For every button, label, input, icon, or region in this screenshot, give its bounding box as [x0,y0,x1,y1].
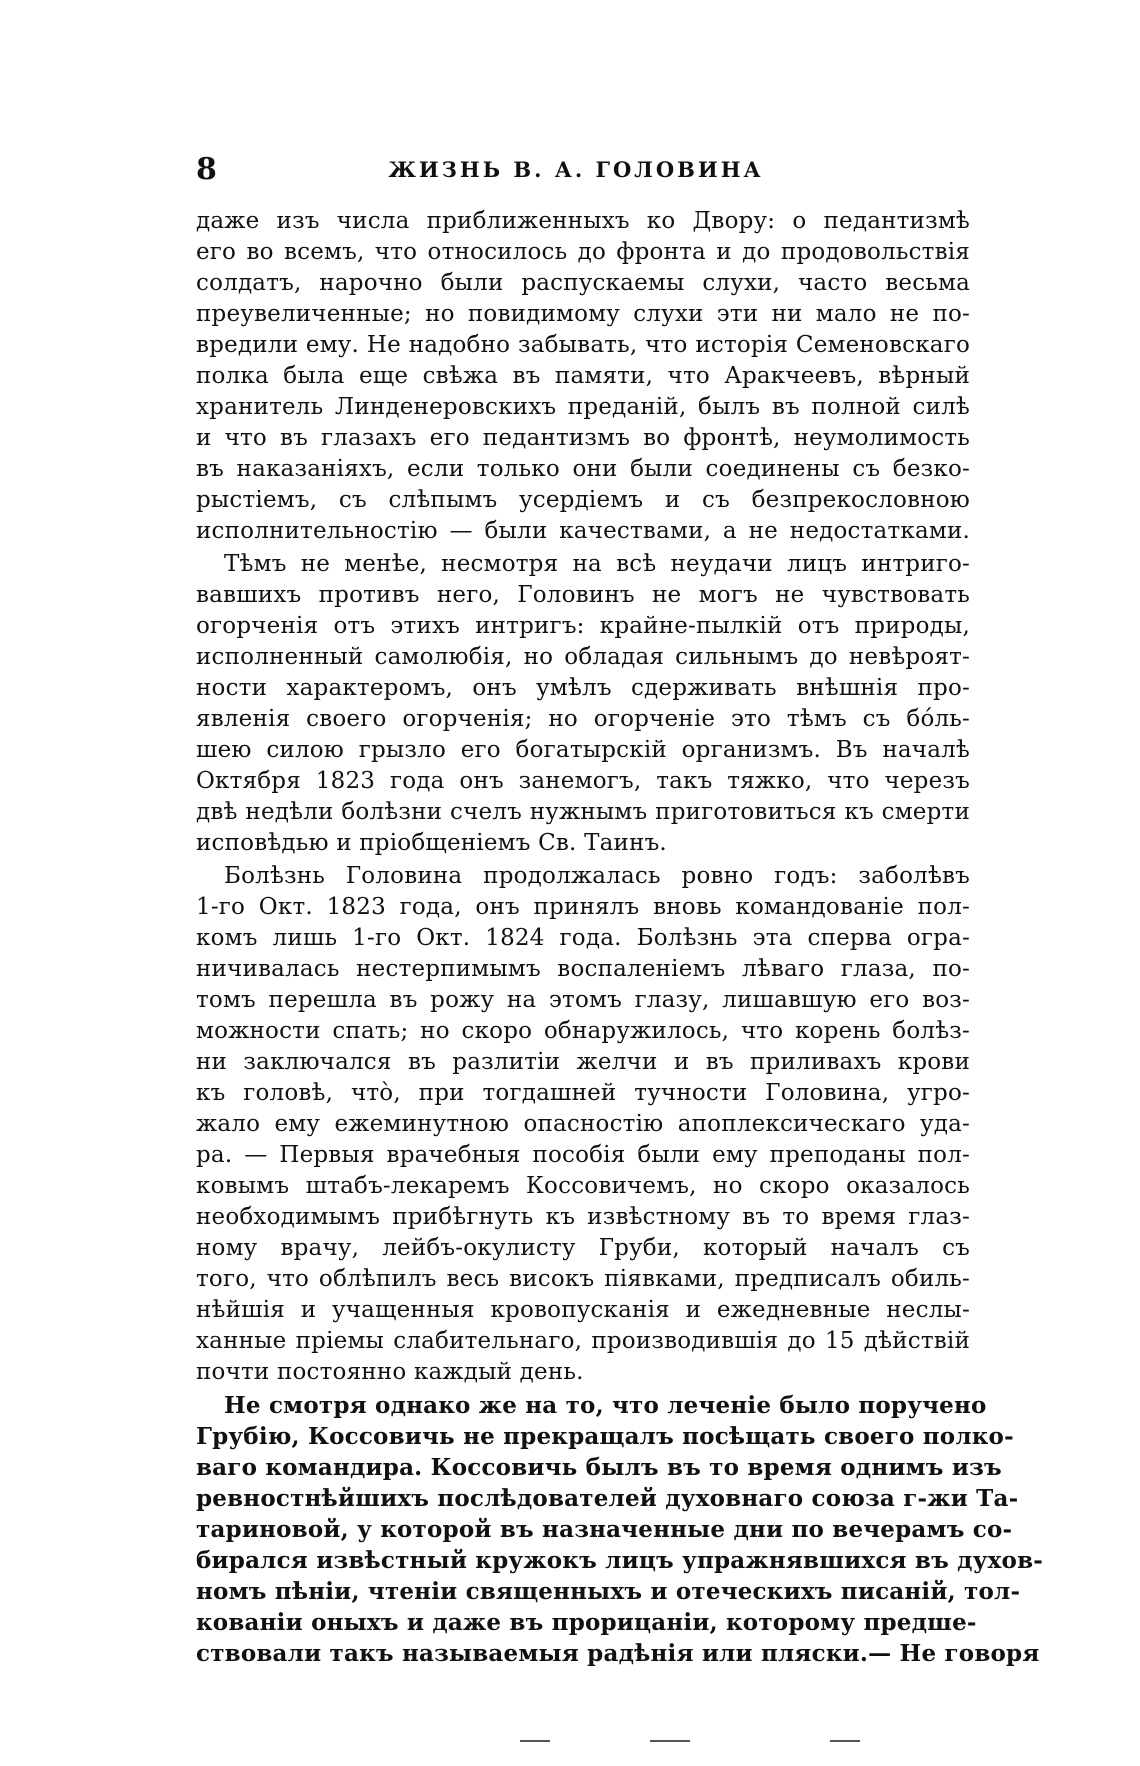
body-text [196,206,1043,1669]
text-line: солдатъ, нарочно были распускаемы слухи, часто весьма [196,270,970,296]
text-line: рыстіемъ, съ слѣпымъ усердіемъ и съ безпрекословною [196,487,970,513]
text-line: полка была еще свѣжа въ памяти, что Аракчеевъ, вѣрный [196,363,970,389]
text-line: можности спать; но скоро обнаружилось, что корень болѣз- [196,1018,970,1044]
text-line: 1-го Окт. 1823 года, онъ принялъ вновь командованіе пол- [196,894,970,920]
paragraph-2 [196,549,970,859]
text-line: томъ перешла въ рожу на этомъ глазу, лишавшую его воз- [196,987,970,1013]
paragraph-1 [196,206,970,547]
text-line: номъ пѣніи, чтеніи священныхъ и отеческихъ писаній, тол- [196,1578,1021,1605]
text-line: ни заключался въ разлитіи желчи и въ приливахъ крови [196,1049,970,1075]
text-line: хранитель Линденеровскихъ преданій, былъ въ полной силѣ [196,394,970,420]
footer-scan-marks [500,1740,920,1748]
text-line: комъ лишь 1-го Окт. 1824 года. Болѣзнь эта сперва огра- [196,925,970,951]
text-line: Октября 1823 года онъ занемогъ, такъ тяжко, что черезъ [196,768,970,794]
text-line: ничивалась нестерпимымъ воспаленіемъ лѣваго глаза, по- [196,956,970,982]
text-line: ревностнѣйшихъ послѣдователей духовнаго союза г-жи Та- [196,1485,1019,1512]
text-line: необходимымъ прибѣгнуть къ извѣстному въ то время глаз- [196,1204,970,1230]
text-line: вавшихъ противъ него, Головинъ не могъ не чувствовать [196,582,970,608]
text-line: явленія своего огорченія; но огорченіе это тѣмъ съ бóль- [196,706,970,732]
running-head [186,150,966,190]
text-line: жало ему ежеминутною опасностію апоплексическаго уда- [196,1111,970,1137]
text-line: почти постоянно каждый день. [196,1359,584,1385]
text-line: Тѣмъ не менѣе, несмотря на всѣ неудачи лицъ интриго- [224,551,970,577]
text-line: къ головѣ, чтò, при тогдашней тучности Головина, угро- [196,1080,970,1106]
text-line: двѣ недѣли болѣзни счелъ нужнымъ приготовиться къ смерти [196,799,970,825]
text-line: ковымъ штабъ-лекаремъ Коссовичемъ, но скоро оказалось [196,1173,970,1199]
text-line: Болѣзнь Головина продолжалась ровно годъ: заболѣвъ [224,863,970,889]
text-line: ствовали такъ называемыя радѣнія или пляски.— Не говоря [196,1640,1040,1667]
text-line: и что въ глазахъ его педантизмъ во фронтѣ, неумолимость [196,425,970,451]
text-line: преувеличенные; но повидимому слухи эти ни мало не по- [196,301,970,327]
text-line: исполненный самолюбія, но обладая сильнымъ до невѣроят- [196,644,970,670]
text-line: вредили ему. Не надобно забывать, что исторія Семеновскаго [196,332,970,358]
page-number: 8 [196,152,217,187]
paragraph-3 [196,861,970,1388]
text-line: его во всемъ, что относилось до фронта и до продовольствія [196,239,970,265]
text-line: ному врачу, лейбъ-окулисту Груби, который началъ съ [196,1235,970,1261]
paragraph-4 [196,1390,1043,1669]
text-line: исполнительностію — были качествами, а не недостатками. [196,518,970,544]
text-line: шею силою грызло его богатырскій организмъ. Въ началѣ [196,737,970,763]
text-line: тариновой, у которой въ назначенные дни по вечерамъ со- [196,1516,1013,1543]
text-line: ханные пріемы слабительнаго, производившія до 15 дѣйствій [196,1328,970,1354]
running-head-title: ЖИЗНЬ В. А. ГОЛОВИНА [388,157,764,182]
text-line: нѣйшія и учащенныя кровопусканія и ежедневные неслы- [196,1297,970,1323]
text-line: исповѣдью и пріобщеніемъ Св. Таинъ. [196,830,667,856]
text-line: въ наказаніяхъ, если только они были соединены съ безко- [196,456,970,482]
text-line: даже изъ числа приближенныхъ ко Двору: о педантизмѣ [196,208,970,234]
text-line: ра. — Первыя врачебныя пособія были ему преподаны пол- [196,1142,970,1168]
text-line: кованіи оныхъ и даже въ прорицаніи, которому предше- [196,1609,977,1636]
text-line: Грубію, Коссовичь не прекращалъ посѣщать своего полко- [196,1423,1014,1450]
text-line: Не смотря однако же на то, что леченіе было поручено [224,1392,987,1419]
text-line: ваго командира. Коссовичь былъ въ то время однимъ изъ [196,1454,1002,1481]
text-line: огорченія отъ этихъ интригъ: крайне-пылкій отъ природы, [196,613,970,639]
text-line: того, что облѣпилъ весь високъ піявками, предписалъ обиль- [196,1266,970,1292]
text-line: бирался извѣстный кружокъ лицъ упражнявшихся въ духов- [196,1547,1043,1574]
text-line: ности характеромъ, онъ умѣлъ сдерживать внѣшнія про- [196,675,970,701]
